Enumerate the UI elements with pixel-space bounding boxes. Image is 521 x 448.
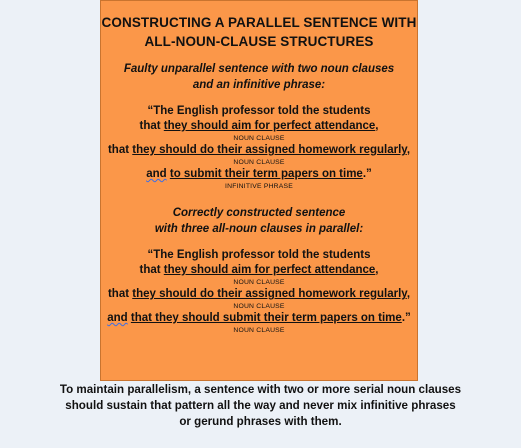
correct-label-3: NOUN CLAUSE xyxy=(233,327,285,334)
faulty-line-3-prefix: that xyxy=(107,144,133,156)
correct-line-4-and: and xyxy=(107,312,128,324)
correct-line-4 xyxy=(101,311,417,326)
faulty-label-2: NOUN CLAUSE xyxy=(233,159,285,166)
faulty-heading-line-1: Faulty unparallel sentence with two noun clauses xyxy=(123,63,395,75)
correct-line-4-noun-clause: that they should submit their term papers on time xyxy=(130,312,402,324)
caption-line-3: or gerund phrases with them. xyxy=(179,415,342,428)
faulty-heading xyxy=(101,61,417,93)
correct-line-2-prefix: that xyxy=(139,264,164,276)
correct-line-3 xyxy=(101,287,417,302)
title-line-2: ALL-NOUN-CLAUSE STRUCTURES xyxy=(144,34,374,49)
correct-line-2-noun-clause: they should aim for perfect attendance xyxy=(163,264,376,276)
orange-panel xyxy=(100,0,418,381)
faulty-line-2 xyxy=(101,119,417,134)
faulty-line-4-infinitive: to submit their term papers on time xyxy=(169,168,363,180)
correct-line-2-punct: , xyxy=(375,264,379,276)
title-line-1: CONSTRUCTING A PARALLEL SENTENCE WITH xyxy=(101,15,417,30)
correct-line-3-punct: , xyxy=(406,288,411,300)
correct-line-3-prefix: that xyxy=(107,288,133,300)
faulty-line-2-prefix: that xyxy=(139,120,164,132)
faulty-heading-line-2: and an infinitive phrase: xyxy=(192,79,326,91)
correct-label-1: NOUN CLAUSE xyxy=(233,279,285,286)
faulty-line-3-punct: , xyxy=(406,144,411,156)
correct-heading-line-1: Correctly constructed sentence xyxy=(172,207,346,219)
faulty-line-4-and: and xyxy=(146,168,167,180)
caption-line-2: should sustain that pattern all the way and never mix infinitive phrases xyxy=(65,399,456,412)
faulty-line-2-noun-clause: they should aim for perfect attendance xyxy=(163,120,376,132)
faulty-sentence xyxy=(101,104,417,191)
faulty-line-3-noun-clause: they should do their assigned homework regularly xyxy=(132,144,407,156)
correct-heading xyxy=(101,205,417,237)
correct-line-3-noun-clause: they should do their assigned homework regularly xyxy=(132,288,407,300)
correct-sentence xyxy=(101,248,417,335)
correct-line-4-punct: .” xyxy=(401,312,411,324)
faulty-line-2-punct: , xyxy=(375,120,379,132)
caption-line-1: To maintain parallelism, a sentence with two or more serial noun clauses xyxy=(59,383,462,396)
faulty-line-1: “The English professor told the students xyxy=(147,105,371,117)
correct-label-2: NOUN CLAUSE xyxy=(233,303,285,310)
caption xyxy=(0,382,521,430)
correct-line-2 xyxy=(101,263,417,278)
panel-title xyxy=(101,13,417,51)
faulty-label-1: NOUN CLAUSE xyxy=(233,135,285,142)
correct-line-1: “The English professor told the students xyxy=(147,249,371,261)
correct-heading-line-2: with three all-noun clauses in parallel: xyxy=(154,223,364,235)
faulty-line-4-punct: .” xyxy=(362,168,372,180)
faulty-line-3 xyxy=(101,143,417,158)
faulty-line-4 xyxy=(101,167,417,182)
faulty-label-3: INFINITIVE PHRASE xyxy=(225,183,293,190)
